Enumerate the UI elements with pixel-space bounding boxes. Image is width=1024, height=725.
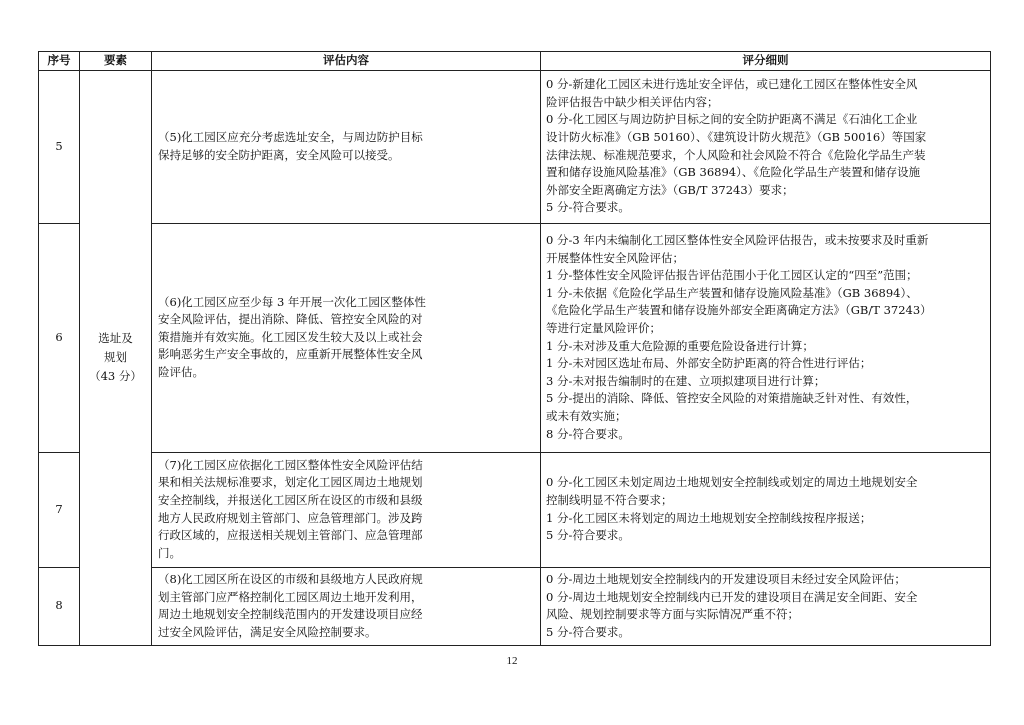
table-row: [39, 223, 991, 452]
table-row: [39, 70, 991, 223]
detail-line: 控制线明显不符合要求；: [546, 493, 673, 507]
content-line: 策措施并有效实施。化工园区发生较大及以上或社会: [158, 329, 423, 344]
scoring-table: [38, 51, 991, 646]
content-line: 果和相关法规标准要求，划定化工园区周边土地规划: [158, 475, 423, 490]
detail-line: 1 分-未依据《危险化学品生产装置和储存设施风险基准》（GB 36894）、: [546, 285, 918, 300]
header-element: 要素: [80, 52, 152, 71]
content-line: 周边土地规划安全控制线范围内的开发建设项目应经: [158, 607, 423, 622]
content-line: 安全风险评估，提出消除、降低、管控安全风险的对: [158, 312, 423, 327]
detail-line: 5 分-符合要求。: [546, 624, 630, 639]
element-line: 选址及: [98, 331, 133, 346]
content-line: 划主管部门应严格控制化工园区周边土地开发利用，: [158, 589, 423, 604]
content-line: 险评估。: [158, 364, 204, 379]
content-cell: [152, 452, 541, 567]
content-line: 保持足够的安全防护距离，安全风险可以接受。: [158, 147, 400, 162]
content-line: 过安全风险评估，满足安全风险控制要求。: [158, 624, 377, 639]
detail-line: 外部安全距离确定方法》（GB/T 37243）要求；: [546, 182, 794, 197]
detail-cell: [541, 452, 991, 567]
detail-line: 1 分-未对园区选址布局、外部安全防护距离的符合性进行评估；: [546, 356, 872, 371]
row-index: 5: [39, 70, 80, 223]
detail-line: 3 分-未对报告编制时的在建、立项拟建项目进行计算；: [546, 373, 826, 388]
content-line: 安全控制线，并报送化工园区所在设区的市级和县级: [158, 493, 423, 507]
detail-line: 5 分-符合要求。: [546, 200, 630, 215]
detail-line: 法律法规、标准规范要求，个人风险和社会风险不符合《危险化学品生产装: [546, 147, 926, 162]
detail-line: 风险、规划控制要求等方面与实际情况严重不符；: [546, 607, 799, 622]
detail-line: 8 分-符合要求。: [546, 426, 630, 441]
detail-line: 5 分-符合要求。: [546, 528, 630, 543]
content-cell: [152, 70, 541, 223]
content-line: 地方人民政府规划主管部门、应急管理部门。涉及跨: [158, 510, 423, 525]
row-index: 8: [39, 567, 80, 645]
detail-line: 0 分-周边土地规划安全控制线内已开发的建设项目在满足安全间距、安全: [546, 589, 918, 604]
row-index: 6: [39, 223, 80, 452]
detail-line: 等进行定量风险评价；: [546, 321, 661, 335]
content-line: 影响恶劣生产安全事故的，应重新开展整体性安全风: [158, 347, 423, 362]
row-index: 7: [39, 452, 80, 567]
table-row: [39, 567, 991, 645]
table-row: [39, 452, 991, 567]
detail-line: 置和储存设施风险基准》（GB 36894）、《危险化学品生产装置和储存设施: [546, 165, 921, 180]
page-number: 12: [506, 655, 518, 667]
detail-line: 或未有效实施；: [546, 408, 627, 423]
detail-line: 5 分-提出的消除、降低、管控安全风险的对策措施缺乏针对性、有效性，: [546, 391, 918, 406]
element-line: 规划: [104, 350, 127, 365]
content-line: （8)化工园区所在设区的市级和县级地方人民政府规: [158, 571, 423, 586]
header-detail: 评分细则: [541, 52, 991, 71]
detail-line: 0 分-化工园区未划定周边土地规划安全控制线或划定的周边土地规划安全: [546, 475, 918, 490]
detail-cell: [541, 223, 991, 452]
content-line: （7)化工园区应依据化工园区整体性安全风险评估结: [158, 457, 423, 472]
header-index: 序号: [39, 52, 80, 71]
detail-line: 1 分-整体性安全风险评估报告评估范围小于化工园区认定的“四至”范围；: [546, 268, 918, 283]
detail-line: 0 分-周边土地规划安全控制线内的开发建设项目未经过安全风险评估；: [546, 571, 906, 586]
header-row: [39, 52, 991, 71]
element-cell: [80, 70, 152, 645]
element-line: （43 分）: [89, 369, 142, 384]
detail-cell: [541, 567, 991, 645]
detail-cell: [541, 70, 991, 223]
detail-line: 1 分-化工园区未将划定的周边土地规划安全控制线按程序报送；: [546, 510, 872, 525]
content-line: （5)化工园区应充分考虑选址安全，与周边防护目标: [158, 130, 423, 144]
detail-line: 0 分-新建化工园区未进行选址安全评估，或已建化工园区在整体性安全风: [546, 77, 918, 92]
detail-line: 《危险化学品生产装置和储存设施外部安全距离确定方法》（GB/T 37243）: [546, 303, 932, 318]
detail-line: 开展整体性安全风险评估；: [546, 250, 684, 265]
detail-line: 0 分-3 年内未编制化工园区整体性安全风险评估报告，或未按要求及时重新: [546, 233, 929, 248]
content-line: （6)化工园区应至少每 3 年开展一次化工园区整体性: [158, 294, 426, 309]
content-line: 门。: [158, 545, 181, 560]
detail-line: 险评估报告中缺少相关评估内容；: [546, 94, 719, 109]
detail-line: 设计防火标准》（GB 50160）、《建筑设计防火规范》（GB 50016）等国家: [546, 130, 927, 144]
detail-line: 1 分-未对涉及重大危险源的重要危险设备进行计算；: [546, 338, 814, 353]
content-cell: [152, 223, 541, 452]
detail-line: 0 分-化工园区与周边防护目标之间的安全防护距离不满足《石油化工企业: [546, 112, 918, 127]
content-cell: [152, 567, 541, 645]
header-content: 评估内容: [152, 52, 541, 71]
content-line: 行政区域的，应报送相关规划主管部门、应急管理部: [158, 528, 423, 543]
